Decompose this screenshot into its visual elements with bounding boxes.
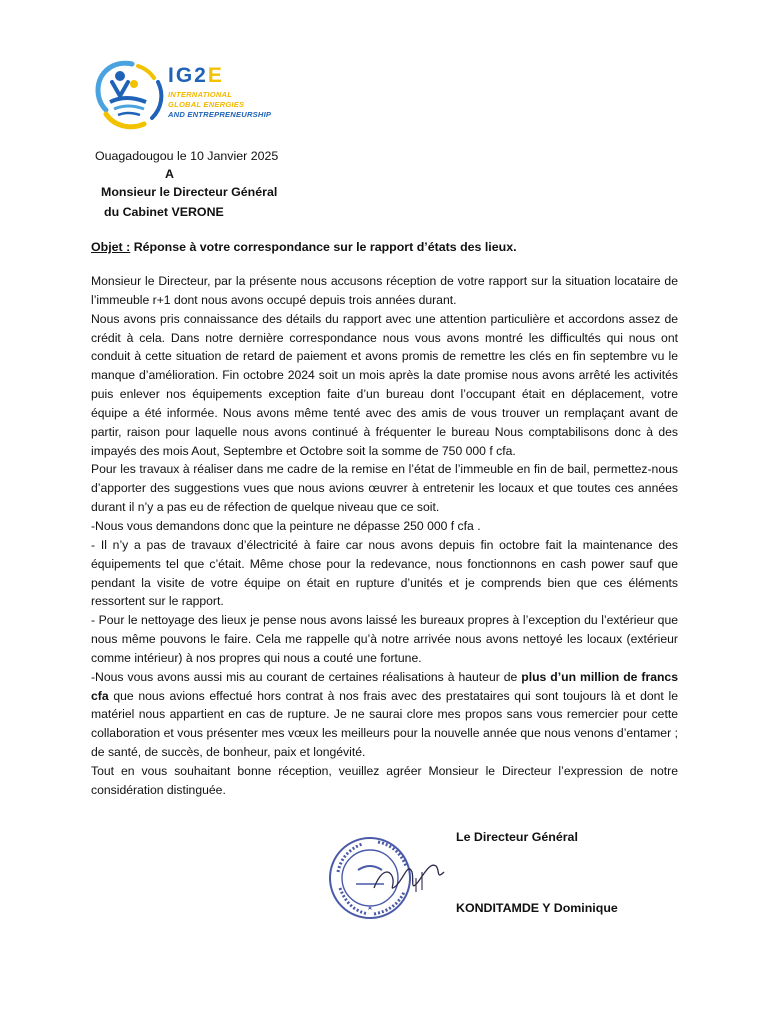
logo-tagline: INTERNATIONAL GLOBAL ENERGIES AND ENTREPRENEURSHIP — [168, 90, 272, 119]
paragraph: Nous avons pris connaissance des détails du rapport avec une attention particulière et accordons assez de crédit à cela. Dans notre dernière correspondance nous vous avons montré les difficultés qui nous ont conduit à cette situation de retard de paiement et avons promis de remettre les clés en fin septembre vu le manque d’amélioration. Fin octobre 2024 soit un mois après la date promise nous avons arrêté les activités puis enlever nos équipements exception faite d’un bureau dont l’occupant était en déplacement, votre équipe a été informée. Nous avons même tenté avec des amis de vous trouver un remplaçant avant de partir, raison pour laquelle nous avons continué à fréquenter le bureau Nous comptabilisons donc à des impayés des mois Aout, Septembre et Octobre soit la somme de 750 000 f cfa. — [91, 311, 678, 458]
logo-emblem-icon — [92, 56, 166, 134]
official-stamp — [318, 832, 450, 922]
recipient-company: du Cabinet VERONE — [104, 205, 224, 219]
addressee-prefix: A — [165, 167, 174, 181]
paragraph: - Il n’y a pas de travaux d’électricité à faire car nous avons depuis fin octobre fait la maintenance des équipements tel que c’était. Même chose pour la redevance, nous fonctionnons en cash power sauf que pendant la visite de votre équipe on était en rupture d’unités et je comprends bien que ces éléments ressortent sur le rapport. — [91, 537, 678, 609]
company-logo — [92, 56, 272, 134]
place-date: Ouagadougou le 10 Janvier 2025 — [95, 149, 279, 163]
letter-body — [91, 272, 678, 800]
subject-line: Objet : Réponse à votre correspondance sur le rapport d’états des lieux. — [91, 240, 517, 254]
stamp-seal-icon — [318, 832, 450, 922]
recipient-title: Monsieur le Directeur Général — [101, 185, 278, 199]
logo-name: IG2E — [168, 64, 224, 87]
closing-paragraph: Tout en vous souhaitant bonne réception, veuillez agréer Monsieur le Directeur l’expression de notre considération distinguée. — [91, 763, 678, 797]
signatory-title: Le Directeur Général — [456, 830, 578, 844]
paragraph: -Nous vous avons aussi mis au courant de certaines réalisations à hauteur de plus d’un million de francs cfa que nous avions effectué hors contrat à nos frais avec des prestataires qui sont toujours là et dont le matériel nous appartient en cas de rupture. Je ne saurai clore mes propos sans vous remercier pour cette collaboration et vous présenter mes vœux les meilleurs pour la nouvelle année que nous venons d’entamer ; de santé, de succès, de bonheur, paix et longévité. — [91, 669, 678, 760]
paragraph: - Pour le nettoyage des lieux je pense nous avons laissé les bureaux propres à l’exception du l’extérieur que nous même pouvons le faire. Cela me rappelle qu’à notre arrivée nous avons nettoyé les locaux (extérieur comme intérieur) à nos propres qui nous a couté une fortune. — [91, 613, 678, 665]
signatory-name: KONDITAMDE Y Dominique — [456, 901, 618, 915]
paragraph: Monsieur le Directeur, par la présente nous accusons réception de votre rapport sur la situation locataire de l’immeuble r+1 dont nous avons occupé depuis trois années durant. — [91, 274, 678, 307]
paragraph: Pour les travaux à réaliser dans me cadre de la remise en l’état de l’immeuble en fin de bail, permettez-nous d’apporter des suggestions vues que nous avions œuvrer à entretenir les locaux et que toutes ces années durant il n’y a pas eu de réfection de quelque niveau que ce soit. — [91, 462, 678, 515]
paragraph: -Nous vous demandons donc que la peinture ne dépasse 250 000 f cfa . — [91, 518, 481, 533]
